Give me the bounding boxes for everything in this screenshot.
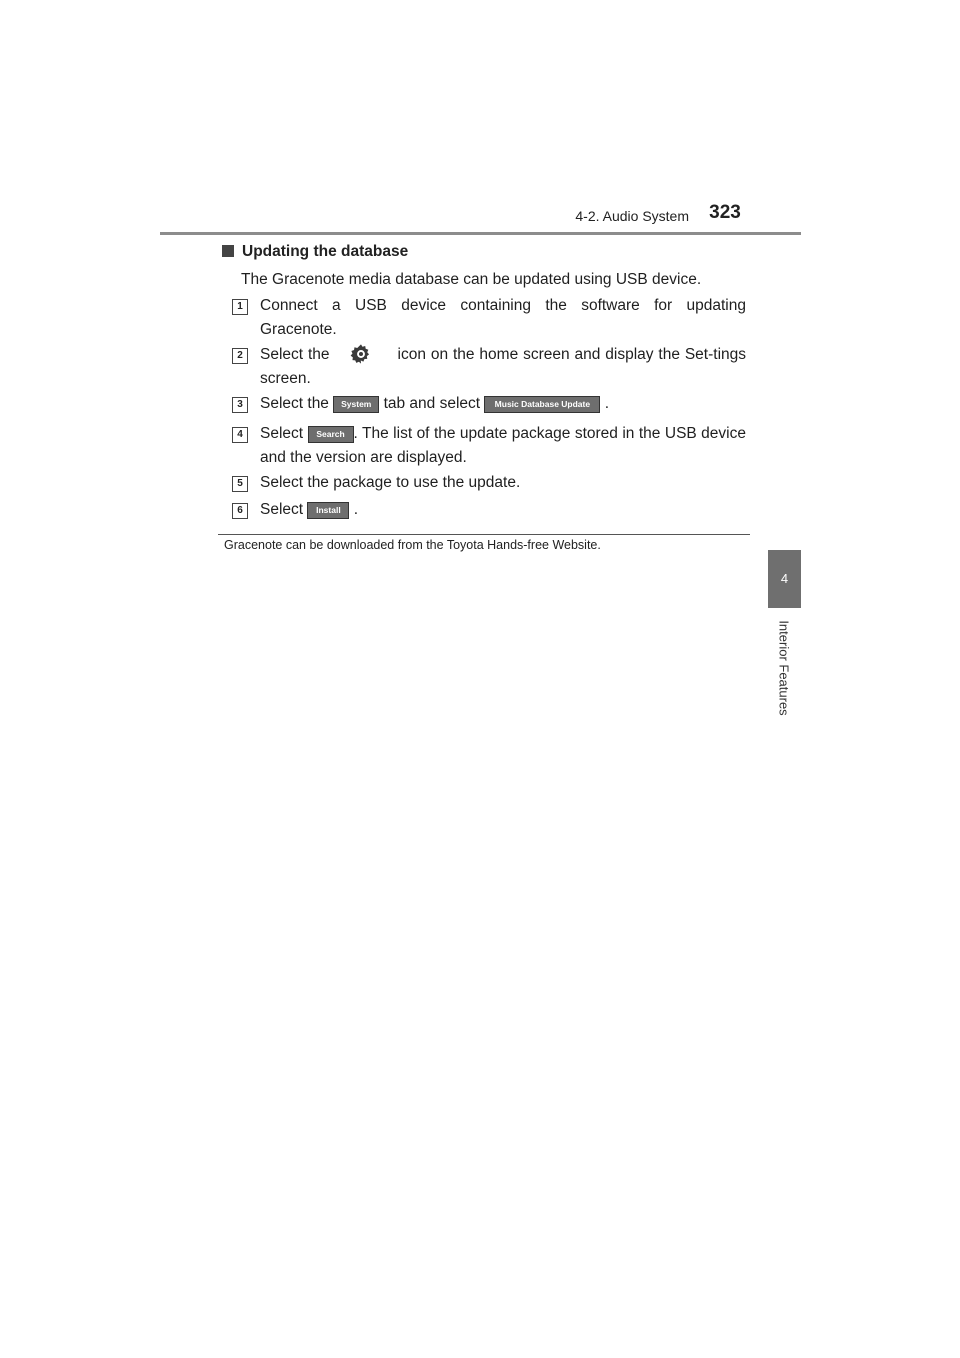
step-4: [232, 422, 746, 470]
step-text: Connect a USB device containing the software for updating Gracenote.: [260, 297, 746, 338]
note-text: Gracenote can be downloaded from the Toyota Hands-free Website.: [224, 538, 601, 552]
install-button: Install: [307, 502, 349, 519]
step-text-part: Select the: [260, 395, 329, 412]
step-text: [260, 422, 746, 470]
step-text-part: Select: [260, 501, 304, 518]
step-text-part: icon on the home screen and display the Set-tings screen.: [260, 346, 747, 387]
step-number: 3: [232, 397, 248, 413]
chapter-tab: 4: [768, 550, 801, 608]
search-button: Search: [308, 426, 354, 443]
section-title: 4-2. Audio System: [575, 208, 689, 224]
step-1: [232, 294, 746, 342]
step-number: 6: [232, 503, 248, 519]
step-text: [260, 498, 746, 522]
step-text: Select the package to use the update.: [260, 474, 521, 491]
page-number: 323: [709, 202, 741, 223]
step-number: 2: [232, 348, 248, 364]
section-heading: [222, 243, 408, 261]
step-text-part: Select the: [260, 346, 330, 363]
step-text: [260, 343, 746, 391]
step-text-part: tab and select: [383, 395, 481, 412]
chapter-label: Interior Features: [776, 620, 792, 716]
step-number: 5: [232, 476, 248, 492]
header-divider: [160, 232, 801, 235]
step-2: [232, 343, 746, 391]
gear-icon: [350, 343, 372, 365]
step-text-part: Select: [260, 425, 304, 442]
heading-square-icon: [222, 245, 234, 257]
step-text: [260, 392, 746, 416]
step-text-part: .: [604, 395, 610, 412]
step-6: [232, 498, 746, 522]
step-5: [232, 471, 746, 495]
note-divider: [218, 534, 750, 535]
step-number: 1: [232, 299, 248, 315]
step-text-part: .: [353, 501, 359, 518]
music-database-update-button: Music Database Update: [484, 396, 600, 413]
step-text-part: . The list of the update package stored in the USB device and the version are displayed.: [260, 425, 746, 466]
step-number: 4: [232, 427, 248, 443]
step-3: [232, 392, 746, 416]
system-tab-button: System: [333, 396, 379, 413]
heading-text: Updating the database: [242, 243, 409, 260]
intro-paragraph: The Gracenote media database can be updated using USB device.: [241, 271, 702, 288]
